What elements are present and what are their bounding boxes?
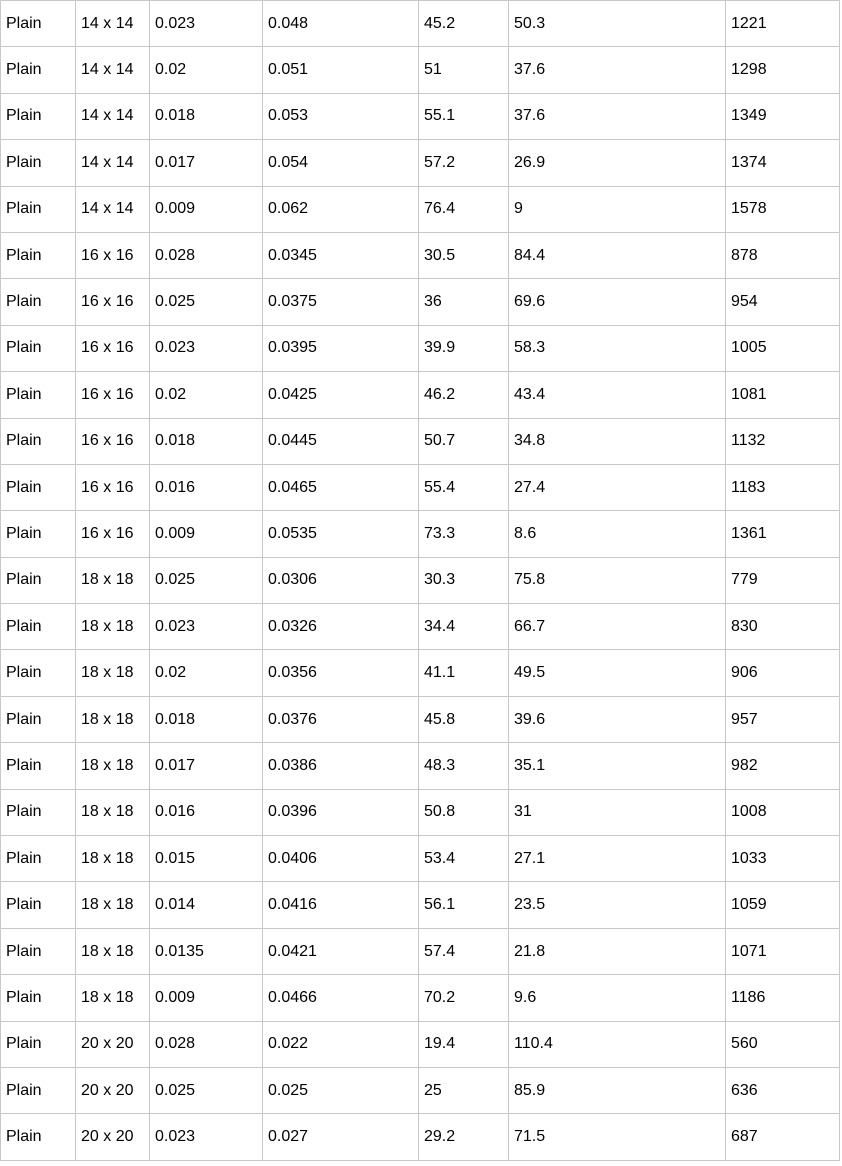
table-cell: 43.4 xyxy=(509,372,726,418)
table-cell: 34.8 xyxy=(509,418,726,464)
table-cell: Plain xyxy=(1,464,76,510)
table-cell: 0.009 xyxy=(150,186,263,232)
table-row xyxy=(1,93,840,139)
table-cell: 0.0416 xyxy=(263,882,419,928)
table-cell: 0.025 xyxy=(150,1067,263,1113)
table-cell: 110.4 xyxy=(509,1021,726,1067)
table-cell: 25 xyxy=(419,1067,509,1113)
table-cell: 560 xyxy=(726,1021,840,1067)
table-cell: 39.6 xyxy=(509,696,726,742)
table-cell: 0.017 xyxy=(150,140,263,186)
table-cell: Plain xyxy=(1,140,76,186)
table-row xyxy=(1,1067,840,1113)
table-cell: Plain xyxy=(1,1,76,47)
table-cell: 0.028 xyxy=(150,232,263,278)
table-cell: Plain xyxy=(1,975,76,1021)
table-row xyxy=(1,975,840,1021)
table-cell: 0.023 xyxy=(150,325,263,371)
table-cell: Plain xyxy=(1,325,76,371)
table-row xyxy=(1,557,840,603)
table-cell: 0.0406 xyxy=(263,836,419,882)
table-cell: Plain xyxy=(1,232,76,278)
table-cell: 0.025 xyxy=(150,279,263,325)
table-cell: 0.053 xyxy=(263,93,419,139)
table-cell: 53.4 xyxy=(419,836,509,882)
table-row xyxy=(1,789,840,835)
table-cell: 957 xyxy=(726,696,840,742)
table-cell: 1005 xyxy=(726,325,840,371)
table-row xyxy=(1,279,840,325)
table-cell: 1349 xyxy=(726,93,840,139)
table-cell: 45.8 xyxy=(419,696,509,742)
table-cell: 69.6 xyxy=(509,279,726,325)
table-cell: 26.9 xyxy=(509,140,726,186)
table-cell: 0.027 xyxy=(263,1114,419,1160)
table-cell: 23.5 xyxy=(509,882,726,928)
table-cell: 57.4 xyxy=(419,928,509,974)
table-cell: 39.9 xyxy=(419,325,509,371)
table-cell: 0.009 xyxy=(150,975,263,1021)
table-cell: 0.0386 xyxy=(263,743,419,789)
table-cell: 0.048 xyxy=(263,1,419,47)
table-cell: 0.018 xyxy=(150,93,263,139)
table-cell: 37.6 xyxy=(509,93,726,139)
table-cell: 878 xyxy=(726,232,840,278)
table-cell: 66.7 xyxy=(509,604,726,650)
table-cell: 34.4 xyxy=(419,604,509,650)
table-cell: 1008 xyxy=(726,789,840,835)
table-row xyxy=(1,511,840,557)
table-cell: Plain xyxy=(1,604,76,650)
table-cell: 0.016 xyxy=(150,464,263,510)
table-cell: 0.0535 xyxy=(263,511,419,557)
table-cell: 1071 xyxy=(726,928,840,974)
table-cell: 41.1 xyxy=(419,650,509,696)
table-cell: Plain xyxy=(1,743,76,789)
table-cell: 0.0421 xyxy=(263,928,419,974)
table-cell: 14 x 14 xyxy=(76,47,150,93)
table-cell: 0.054 xyxy=(263,140,419,186)
table-cell: 16 x 16 xyxy=(76,372,150,418)
table-cell: 18 x 18 xyxy=(76,928,150,974)
table-cell: 0.02 xyxy=(150,372,263,418)
table-cell: 0.022 xyxy=(263,1021,419,1067)
table-cell: 0.051 xyxy=(263,47,419,93)
table-cell: Plain xyxy=(1,511,76,557)
table-cell: Plain xyxy=(1,557,76,603)
table-cell: 1033 xyxy=(726,836,840,882)
table-cell: 18 x 18 xyxy=(76,696,150,742)
table-cell: 18 x 18 xyxy=(76,975,150,1021)
table-cell: 73.3 xyxy=(419,511,509,557)
table-cell: 19.4 xyxy=(419,1021,509,1067)
table-cell: 1081 xyxy=(726,372,840,418)
table-cell: Plain xyxy=(1,696,76,742)
table-cell: 0.018 xyxy=(150,696,263,742)
table-cell: 16 x 16 xyxy=(76,464,150,510)
table-cell: Plain xyxy=(1,882,76,928)
table-cell: 1578 xyxy=(726,186,840,232)
table-cell: 982 xyxy=(726,743,840,789)
table-cell: 1374 xyxy=(726,140,840,186)
table-cell: Plain xyxy=(1,93,76,139)
table-cell: 636 xyxy=(726,1067,840,1113)
table-cell: 27.4 xyxy=(509,464,726,510)
table-row xyxy=(1,325,840,371)
table-cell: 0.025 xyxy=(263,1067,419,1113)
table-row xyxy=(1,1114,840,1160)
table-cell: 56.1 xyxy=(419,882,509,928)
table-cell: 20 x 20 xyxy=(76,1114,150,1160)
table-cell: 0.02 xyxy=(150,47,263,93)
table-cell: 27.1 xyxy=(509,836,726,882)
table-cell: 29.2 xyxy=(419,1114,509,1160)
table-cell: 31 xyxy=(509,789,726,835)
table-cell: Plain xyxy=(1,186,76,232)
table-cell: 46.2 xyxy=(419,372,509,418)
table-cell: 1298 xyxy=(726,47,840,93)
table-cell: 0.014 xyxy=(150,882,263,928)
table-row xyxy=(1,372,840,418)
table-cell: 1183 xyxy=(726,464,840,510)
table-row xyxy=(1,743,840,789)
table-cell: 50.3 xyxy=(509,1,726,47)
table-cell: 20 x 20 xyxy=(76,1021,150,1067)
table-cell: 0.025 xyxy=(150,557,263,603)
table-row xyxy=(1,604,840,650)
table-cell: 21.8 xyxy=(509,928,726,974)
table-cell: 16 x 16 xyxy=(76,279,150,325)
table-cell: 0.015 xyxy=(150,836,263,882)
table-row xyxy=(1,836,840,882)
table-row xyxy=(1,650,840,696)
table-cell: Plain xyxy=(1,650,76,696)
table-cell: 48.3 xyxy=(419,743,509,789)
table-cell: 0.016 xyxy=(150,789,263,835)
table-cell: 85.9 xyxy=(509,1067,726,1113)
table-cell: 16 x 16 xyxy=(76,232,150,278)
table-cell: Plain xyxy=(1,418,76,464)
table-cell: 36 xyxy=(419,279,509,325)
table-cell: 0.0376 xyxy=(263,696,419,742)
table-row xyxy=(1,928,840,974)
table-cell: 0.0465 xyxy=(263,464,419,510)
table-cell: 51 xyxy=(419,47,509,93)
table-cell: Plain xyxy=(1,789,76,835)
table-row xyxy=(1,882,840,928)
table-cell: 18 x 18 xyxy=(76,882,150,928)
table-cell: 1059 xyxy=(726,882,840,928)
table-cell: 37.6 xyxy=(509,47,726,93)
table-cell: 0.0345 xyxy=(263,232,419,278)
table-cell: 8.6 xyxy=(509,511,726,557)
table-cell: 14 x 14 xyxy=(76,186,150,232)
table-cell: 687 xyxy=(726,1114,840,1160)
table-cell: 0.0326 xyxy=(263,604,419,650)
table-cell: Plain xyxy=(1,1067,76,1113)
table-cell: 0.023 xyxy=(150,1,263,47)
table-row xyxy=(1,47,840,93)
table-cell: 0.018 xyxy=(150,418,263,464)
table-cell: 9.6 xyxy=(509,975,726,1021)
table-cell: 75.8 xyxy=(509,557,726,603)
table-cell: 1132 xyxy=(726,418,840,464)
table-row xyxy=(1,186,840,232)
table-cell: Plain xyxy=(1,836,76,882)
table-cell: 16 x 16 xyxy=(76,511,150,557)
table-cell: 18 x 18 xyxy=(76,557,150,603)
table-cell: 30.5 xyxy=(419,232,509,278)
table-cell: 45.2 xyxy=(419,1,509,47)
table-cell: 0.062 xyxy=(263,186,419,232)
table-cell: 18 x 18 xyxy=(76,650,150,696)
table-cell: 1221 xyxy=(726,1,840,47)
table-cell: 55.4 xyxy=(419,464,509,510)
table-cell: 0.0375 xyxy=(263,279,419,325)
table-cell: 0.0425 xyxy=(263,372,419,418)
table-cell: Plain xyxy=(1,928,76,974)
table-cell: 0.0396 xyxy=(263,789,419,835)
table-cell: 20 x 20 xyxy=(76,1067,150,1113)
table-cell: 50.7 xyxy=(419,418,509,464)
table-cell: 1361 xyxy=(726,511,840,557)
table-row xyxy=(1,1,840,47)
table-row xyxy=(1,696,840,742)
table-cell: 18 x 18 xyxy=(76,743,150,789)
table-cell: 779 xyxy=(726,557,840,603)
table-cell: 18 x 18 xyxy=(76,604,150,650)
table-body xyxy=(1,1,840,1161)
table-cell: 18 x 18 xyxy=(76,836,150,882)
table-cell: 0.02 xyxy=(150,650,263,696)
table-cell: 954 xyxy=(726,279,840,325)
table-cell: 30.3 xyxy=(419,557,509,603)
table-row xyxy=(1,1021,840,1067)
table-cell: 906 xyxy=(726,650,840,696)
table-cell: 0.023 xyxy=(150,604,263,650)
table-cell: 0.009 xyxy=(150,511,263,557)
table-row xyxy=(1,232,840,278)
table-cell: 0.017 xyxy=(150,743,263,789)
table-cell: 0.0135 xyxy=(150,928,263,974)
table-cell: 16 x 16 xyxy=(76,325,150,371)
table-cell: 0.023 xyxy=(150,1114,263,1160)
table-cell: 14 x 14 xyxy=(76,140,150,186)
table-cell: 18 x 18 xyxy=(76,789,150,835)
table-cell: 0.0395 xyxy=(263,325,419,371)
table-row xyxy=(1,464,840,510)
table-row xyxy=(1,140,840,186)
table-cell: 50.8 xyxy=(419,789,509,835)
table-cell: 58.3 xyxy=(509,325,726,371)
table-cell: Plain xyxy=(1,279,76,325)
table-cell: 0.028 xyxy=(150,1021,263,1067)
table-cell: 1186 xyxy=(726,975,840,1021)
table-cell: 49.5 xyxy=(509,650,726,696)
table-cell: 830 xyxy=(726,604,840,650)
table-row xyxy=(1,418,840,464)
table-cell: 55.1 xyxy=(419,93,509,139)
table-cell: Plain xyxy=(1,47,76,93)
table-cell: 57.2 xyxy=(419,140,509,186)
table-cell: 71.5 xyxy=(509,1114,726,1160)
table-cell: Plain xyxy=(1,1114,76,1160)
table-cell: 70.2 xyxy=(419,975,509,1021)
table-cell: 0.0356 xyxy=(263,650,419,696)
table-cell: 84.4 xyxy=(509,232,726,278)
table-cell: 76.4 xyxy=(419,186,509,232)
table-cell: 0.0306 xyxy=(263,557,419,603)
table-cell: 0.0466 xyxy=(263,975,419,1021)
table-cell: 0.0445 xyxy=(263,418,419,464)
table-cell: 14 x 14 xyxy=(76,1,150,47)
table-cell: 16 x 16 xyxy=(76,418,150,464)
table-cell: 14 x 14 xyxy=(76,93,150,139)
table-cell: Plain xyxy=(1,372,76,418)
table-cell: 9 xyxy=(509,186,726,232)
table-cell: 35.1 xyxy=(509,743,726,789)
table-cell: Plain xyxy=(1,1021,76,1067)
